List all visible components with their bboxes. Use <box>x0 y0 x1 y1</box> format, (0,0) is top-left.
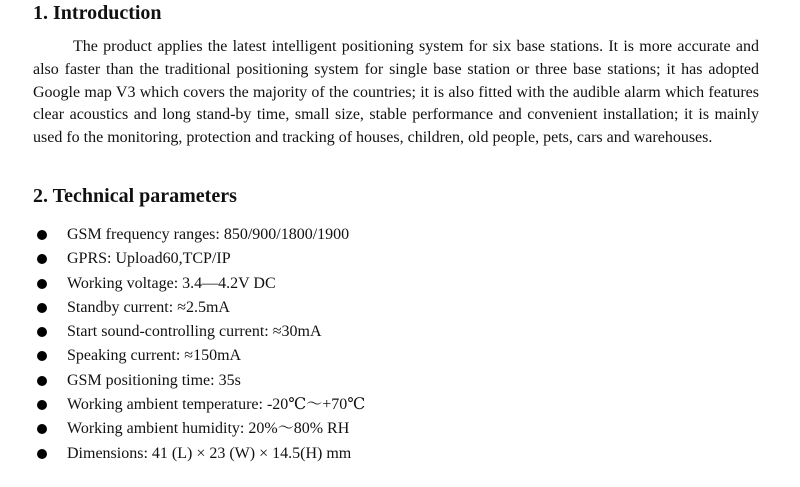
bullet-icon <box>37 279 47 289</box>
bullet-icon <box>37 327 47 337</box>
section-heading-introduction: 1. Introduction <box>33 2 162 24</box>
section-heading-technical-parameters: 2. Technical parameters <box>33 185 237 207</box>
parameter-text: Speaking current: ≈150mA <box>67 347 242 365</box>
bullet-icon <box>37 424 47 434</box>
parameter-text: GPRS: Upload60,TCP/IP <box>67 250 231 268</box>
parameter-text: Standby current: ≈2.5mA <box>67 298 230 316</box>
parameter-text: Working voltage: 3.4—4.2V DC <box>67 274 276 292</box>
bullet-icon <box>37 449 47 459</box>
parameter-text: GSM frequency ranges: 850/900/1800/1900 <box>67 226 350 243</box>
parameter-text: Start sound-controlling current: ≈30mA <box>67 323 322 341</box>
bullet-icon <box>37 351 47 361</box>
bullet-icon <box>37 376 47 386</box>
bullet-icon <box>37 303 47 313</box>
parameter-text: Working ambient temperature: -20℃～+70℃ <box>67 396 366 414</box>
parameter-text: Dimensions: 41 (L) × 23 (W) × 14.5(H) mm <box>67 444 352 462</box>
parameter-text: Working ambient humidity: 20%～80% RH <box>67 420 350 438</box>
bullet-icon <box>37 254 47 264</box>
parameter-text: GSM positioning time: 35s <box>67 371 241 389</box>
bullet-icon <box>37 400 47 410</box>
bullet-icon <box>37 230 47 240</box>
introduction-paragraph: The product applies the latest intelligent positioning system for six base stations. It is more accurate and also faster than the traditional positioning system for single base station or three base stations; it has adopted Google map V3 which covers the majority of the countries; it is also fitted with the audible alarm which features clear acoustics and long stand-by time, small size, stable performance and convenient installation; it is mainly used fo the monitoring, protection and tracking of houses, children, old people, pets, cars and warehouses. <box>33 38 759 147</box>
